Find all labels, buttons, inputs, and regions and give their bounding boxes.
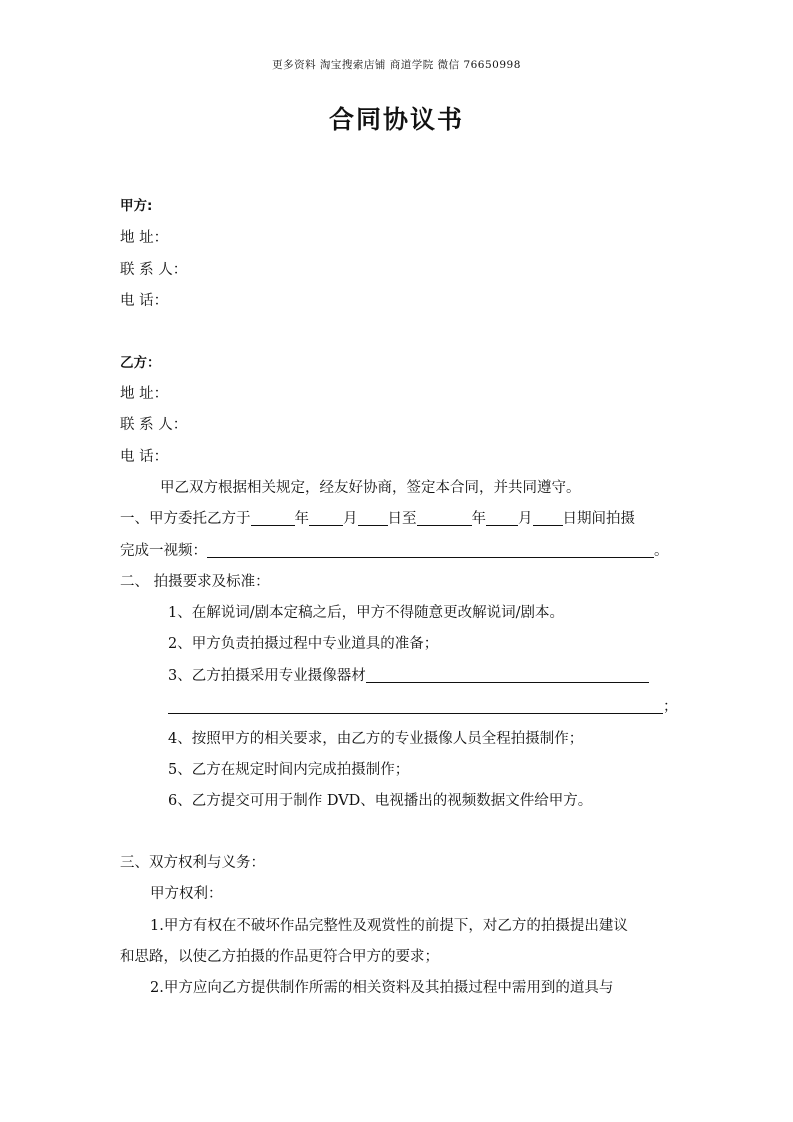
- intro-paragraph: 甲乙双方根据相关规定，经友好协商，签定本合同，并共同遵守。: [160, 480, 581, 496]
- month-label: 月: [518, 511, 533, 527]
- clause-2-item-5: 5、乙方在规定时间内完成拍摄制作；: [168, 762, 410, 778]
- party-b-phone: 电 话：: [120, 449, 169, 465]
- party-b-address: 地 址：: [120, 386, 169, 402]
- day-to-label: 日至: [387, 511, 417, 527]
- period-end-text: 日期间拍摄: [562, 511, 635, 527]
- party-a-contact: 联 系 人：: [120, 262, 188, 278]
- start-year-blank[interactable]: [251, 509, 295, 526]
- clause-2-item-3-cont: [168, 697, 678, 717]
- clause-2-item-1: 1、在解说词/剧本定稿之后，甲方不得随意更改解说词/剧本。: [168, 605, 564, 621]
- party-a-phone: 电 话：: [120, 293, 169, 309]
- year-label: 年: [471, 511, 486, 527]
- party-a-heading: 甲方:: [120, 198, 153, 214]
- party-b-heading: 乙方：: [120, 355, 161, 371]
- clause-2-item-2: 2、甲方负责拍摄过程中专业道具的准备；: [168, 636, 439, 652]
- month-label: 月: [343, 511, 358, 527]
- end-month-blank[interactable]: [486, 509, 518, 526]
- end-day-blank[interactable]: [533, 509, 563, 526]
- document-title: 合同协议书: [328, 105, 464, 134]
- rights-item-2-line-1: 2.甲方应向乙方提供制作所需的相关资料及其拍摄过程中需用到的道具与: [150, 980, 614, 996]
- rights-item-1-line-1: 1.甲方有权在不破坏作品完整性及观赏性的前提下，对乙方的拍摄提出建议: [150, 918, 628, 934]
- video-label: 完成一视频：: [120, 543, 207, 559]
- period-mark: 。: [654, 543, 669, 559]
- start-day-blank[interactable]: [358, 509, 388, 526]
- semicolon: ；: [663, 699, 678, 715]
- clause-1-line-2: [120, 541, 669, 561]
- party-b-contact: 联 系 人：: [120, 417, 188, 433]
- clause-1-line-1: [120, 509, 635, 529]
- page-header-note: 更多资料 淘宝搜索店铺 商道学院 微信 76650998: [272, 59, 521, 71]
- video-name-blank[interactable]: [207, 541, 654, 558]
- clause-2-heading: 二、 拍摄要求及标准：: [120, 574, 270, 590]
- equipment-blank-2[interactable]: [168, 697, 663, 714]
- year-label: 年: [294, 511, 309, 527]
- party-a-address: 地 址：: [120, 230, 169, 246]
- clause-2-item-3: [168, 666, 649, 686]
- equipment-blank[interactable]: [366, 666, 649, 683]
- start-month-blank[interactable]: [309, 509, 343, 526]
- clause-2-item-6: 6、乙方提交可用于制作 DVD、电视播出的视频数据文件给甲方。: [168, 793, 593, 809]
- clause-3-heading: 三、双方权利与义务：: [120, 855, 265, 871]
- end-year-blank[interactable]: [417, 509, 472, 526]
- rights-item-1-line-2: 和思路，以使乙方拍摄的作品更符合甲方的要求；: [120, 949, 439, 965]
- clause-1-text: 一、甲方委托乙方于: [120, 511, 251, 527]
- clause-2-item-3-text: 3、乙方拍摄采用专业摄像器材: [168, 668, 366, 684]
- party-a-rights-heading: 甲方权利：: [150, 886, 223, 902]
- clause-2-item-4: 4、按照甲方的相关要求，由乙方的专业摄像人员全程拍摄制作；: [168, 731, 584, 747]
